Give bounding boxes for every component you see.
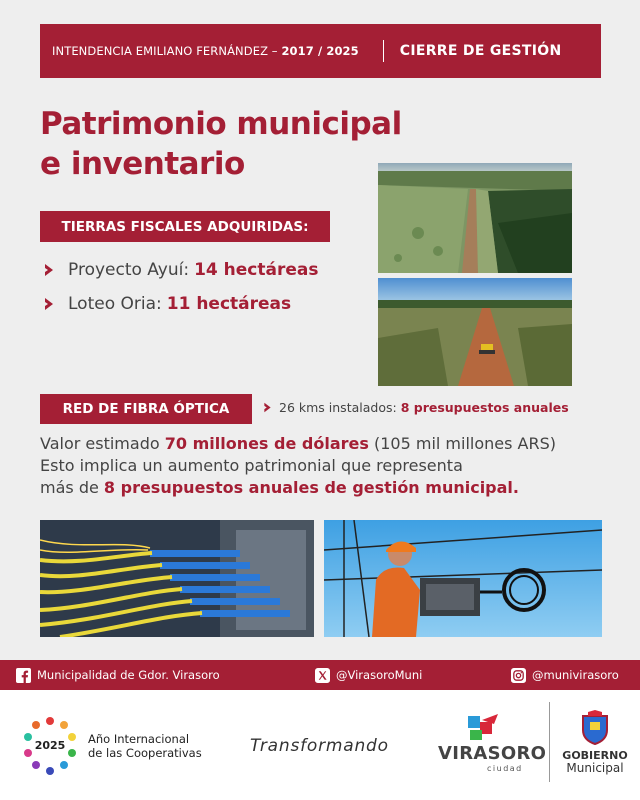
fibra-kms-value: 8 presupuestos anuales: [400, 400, 569, 415]
fibra-kms-label: 26 kms instalados:: [279, 400, 397, 415]
municipal-label: Municipal: [566, 761, 624, 775]
header-bar: [40, 24, 601, 78]
para-text: (105 mil millones ARS): [373, 434, 556, 453]
fiber-technician-photo: [324, 520, 602, 637]
cooperativas-emblem-icon: [22, 715, 78, 777]
chevron-right-icon: [42, 263, 56, 277]
fibra-kms: [262, 400, 569, 415]
fibra-tag: RED DE FIBRA ÓPTICA: [40, 394, 252, 424]
bullet-label: Proyecto Ayuí:: [68, 260, 190, 280]
cooperativas-logo: [22, 715, 202, 777]
gobierno-municipal-logo: [560, 710, 630, 775]
bullet-value: 14 hectáreas: [194, 260, 319, 280]
header-cierre: CIERRE DE GESTIÓN: [399, 43, 562, 59]
virasoro-sub: ciudad: [487, 764, 523, 773]
facebook-icon: [16, 668, 31, 683]
bullet-loteo-oria: [42, 294, 291, 314]
social-bar: [0, 660, 640, 690]
facebook-handle: Municipalidad de Gdor. Virasoro: [37, 668, 220, 682]
transformando-slogan: Transformando: [250, 736, 389, 756]
coop-line-1: Año Internacional: [88, 732, 190, 746]
instagram-link[interactable]: [511, 668, 619, 683]
para-text: Valor estimado: [40, 434, 160, 453]
municipal-shield-icon: [580, 710, 610, 746]
x-icon: [315, 668, 330, 683]
header-years: 2017 / 2025: [281, 44, 359, 58]
x-handle: @VirasoroMuni: [336, 668, 423, 682]
title-line-1: Patrimonio municipal: [40, 106, 402, 142]
para-highlight: 70 millones de dólares: [164, 434, 369, 453]
para-line-3: [40, 477, 556, 499]
para-highlight: 8 presupuestos anuales de gestión municipal.: [103, 478, 519, 497]
para-text: más de: [40, 478, 99, 497]
x-link[interactable]: [315, 668, 422, 683]
facebook-link[interactable]: [16, 668, 220, 683]
footer: [0, 690, 640, 800]
aerial-photo-fields: [378, 163, 572, 273]
fiber-cables-photo: [40, 520, 314, 637]
coop-year: 2025: [34, 739, 66, 752]
bullet-value: 11 hectáreas: [166, 294, 292, 314]
coop-line-2: de las Cooperativas: [88, 746, 202, 760]
page-title: [40, 104, 402, 184]
para-line-1: [40, 433, 556, 455]
gobierno-label: GOBIERNO: [562, 749, 628, 762]
chevron-right-icon: [42, 297, 56, 311]
instagram-icon: [511, 668, 526, 683]
valuation-paragraph: [40, 433, 556, 499]
aerial-photo-clearing: [378, 278, 572, 386]
virasoro-name: VIRASORO: [438, 743, 547, 764]
header-intendencia: INTENDENCIA EMILIANO FERNÁNDEZ –: [52, 44, 278, 58]
para-line-2: Esto implica un aumento patrimonial que representa: [40, 456, 463, 475]
title-line-2: e inventario: [40, 146, 245, 182]
bullet-proyecto-ayui: [42, 260, 318, 280]
header-administration: [40, 44, 359, 58]
coop-text: [88, 732, 202, 760]
instagram-handle: @munivirasoro: [532, 668, 619, 682]
bullet-label: Loteo Oria:: [68, 294, 162, 314]
header-divider: [383, 40, 384, 62]
tierras-tag: TIERRAS FISCALES ADQUIRIDAS:: [40, 211, 330, 242]
footer-divider: [549, 702, 550, 782]
chevron-right-icon: [262, 402, 273, 413]
